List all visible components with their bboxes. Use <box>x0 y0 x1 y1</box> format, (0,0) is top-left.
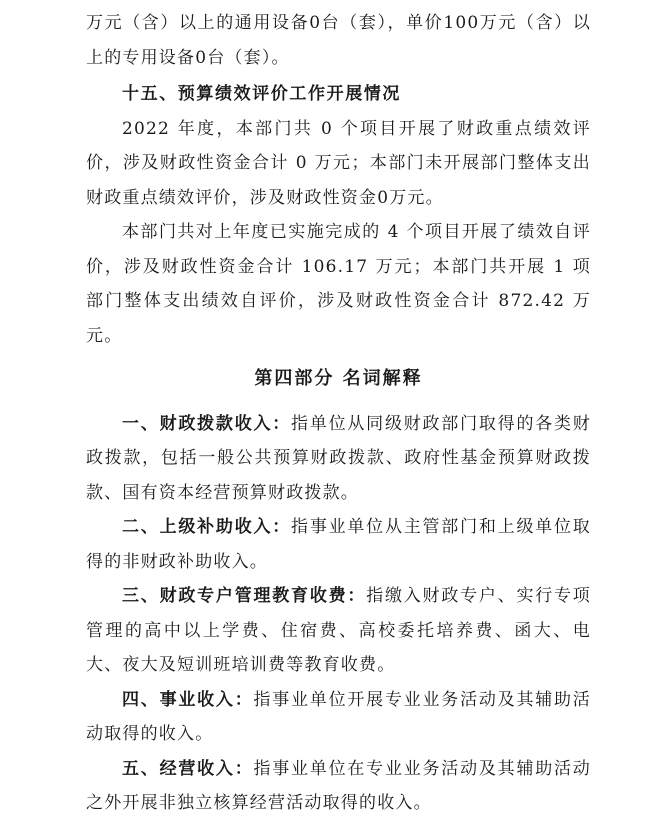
part-heading-glossary: 第四部分 名词解释 <box>254 368 423 389</box>
glossary-term: 二、上级补助收入： <box>122 517 292 537</box>
glossary-definition: 指单位从同级财政部门取得的各类财政拨款，包括一般公共预算财政拨款、政府性基金预算财政拨款、国有资本经营预算财政拨款。 <box>86 413 591 503</box>
glossary-term: 四、事业收入： <box>122 689 254 710</box>
paragraph-equipment-continued: 万元（含）以上的通用设备0台（套），单价100万元（含）以上的专用设备0台（套）。 <box>86 13 591 68</box>
glossary-definition: 指事业单位开展专业业务活动及其辅助活动取得的收入。 <box>86 689 591 744</box>
glossary-term: 五、经营收入： <box>122 758 254 779</box>
glossary-definition: 指缴入财政专户、实行专项管理的高中以上学费、住宿费、高校委托培养费、函大、电大、夜大及短训班培训费等教育收费。 <box>86 586 591 675</box>
section-heading-performance-evaluation: 十五、预算绩效评价工作开展情况 <box>122 84 401 104</box>
glossary-item <box>86 752 591 821</box>
paragraph-key-evaluation: 2022 年度，本部门共 0 个项目开展了财政重点绩效评价，涉及财政性资金合计 0 万元；本部门未开展部门整体支出财政重点绩效评价，涉及财政性资金0万元。 <box>86 118 591 208</box>
paragraph-self-evaluation: 本部门共对上年度已实施完成的 4 个项目开展了绩效自评价，涉及财政性资金合计 106.17 万元；本部门共开展 1 项部门整体支出绩效自评价，涉及财政性资金合计 872.42 万元。 <box>86 222 591 346</box>
glossary-definition: 指事业单位在专业业务活动及其辅助活动之外开展非独立核算经营活动取得的收入。 <box>86 758 591 813</box>
glossary-term: 一、财政拨款收入： <box>122 413 292 434</box>
glossary-item <box>86 407 591 511</box>
glossary-definition: 指事业单位从主管部门和上级单位取得的非财政补助收入。 <box>86 517 591 572</box>
glossary-term: 三、财政专户管理教育收费： <box>122 586 367 606</box>
glossary-item <box>86 683 591 752</box>
glossary-item <box>86 510 591 579</box>
glossary-item <box>86 579 591 683</box>
